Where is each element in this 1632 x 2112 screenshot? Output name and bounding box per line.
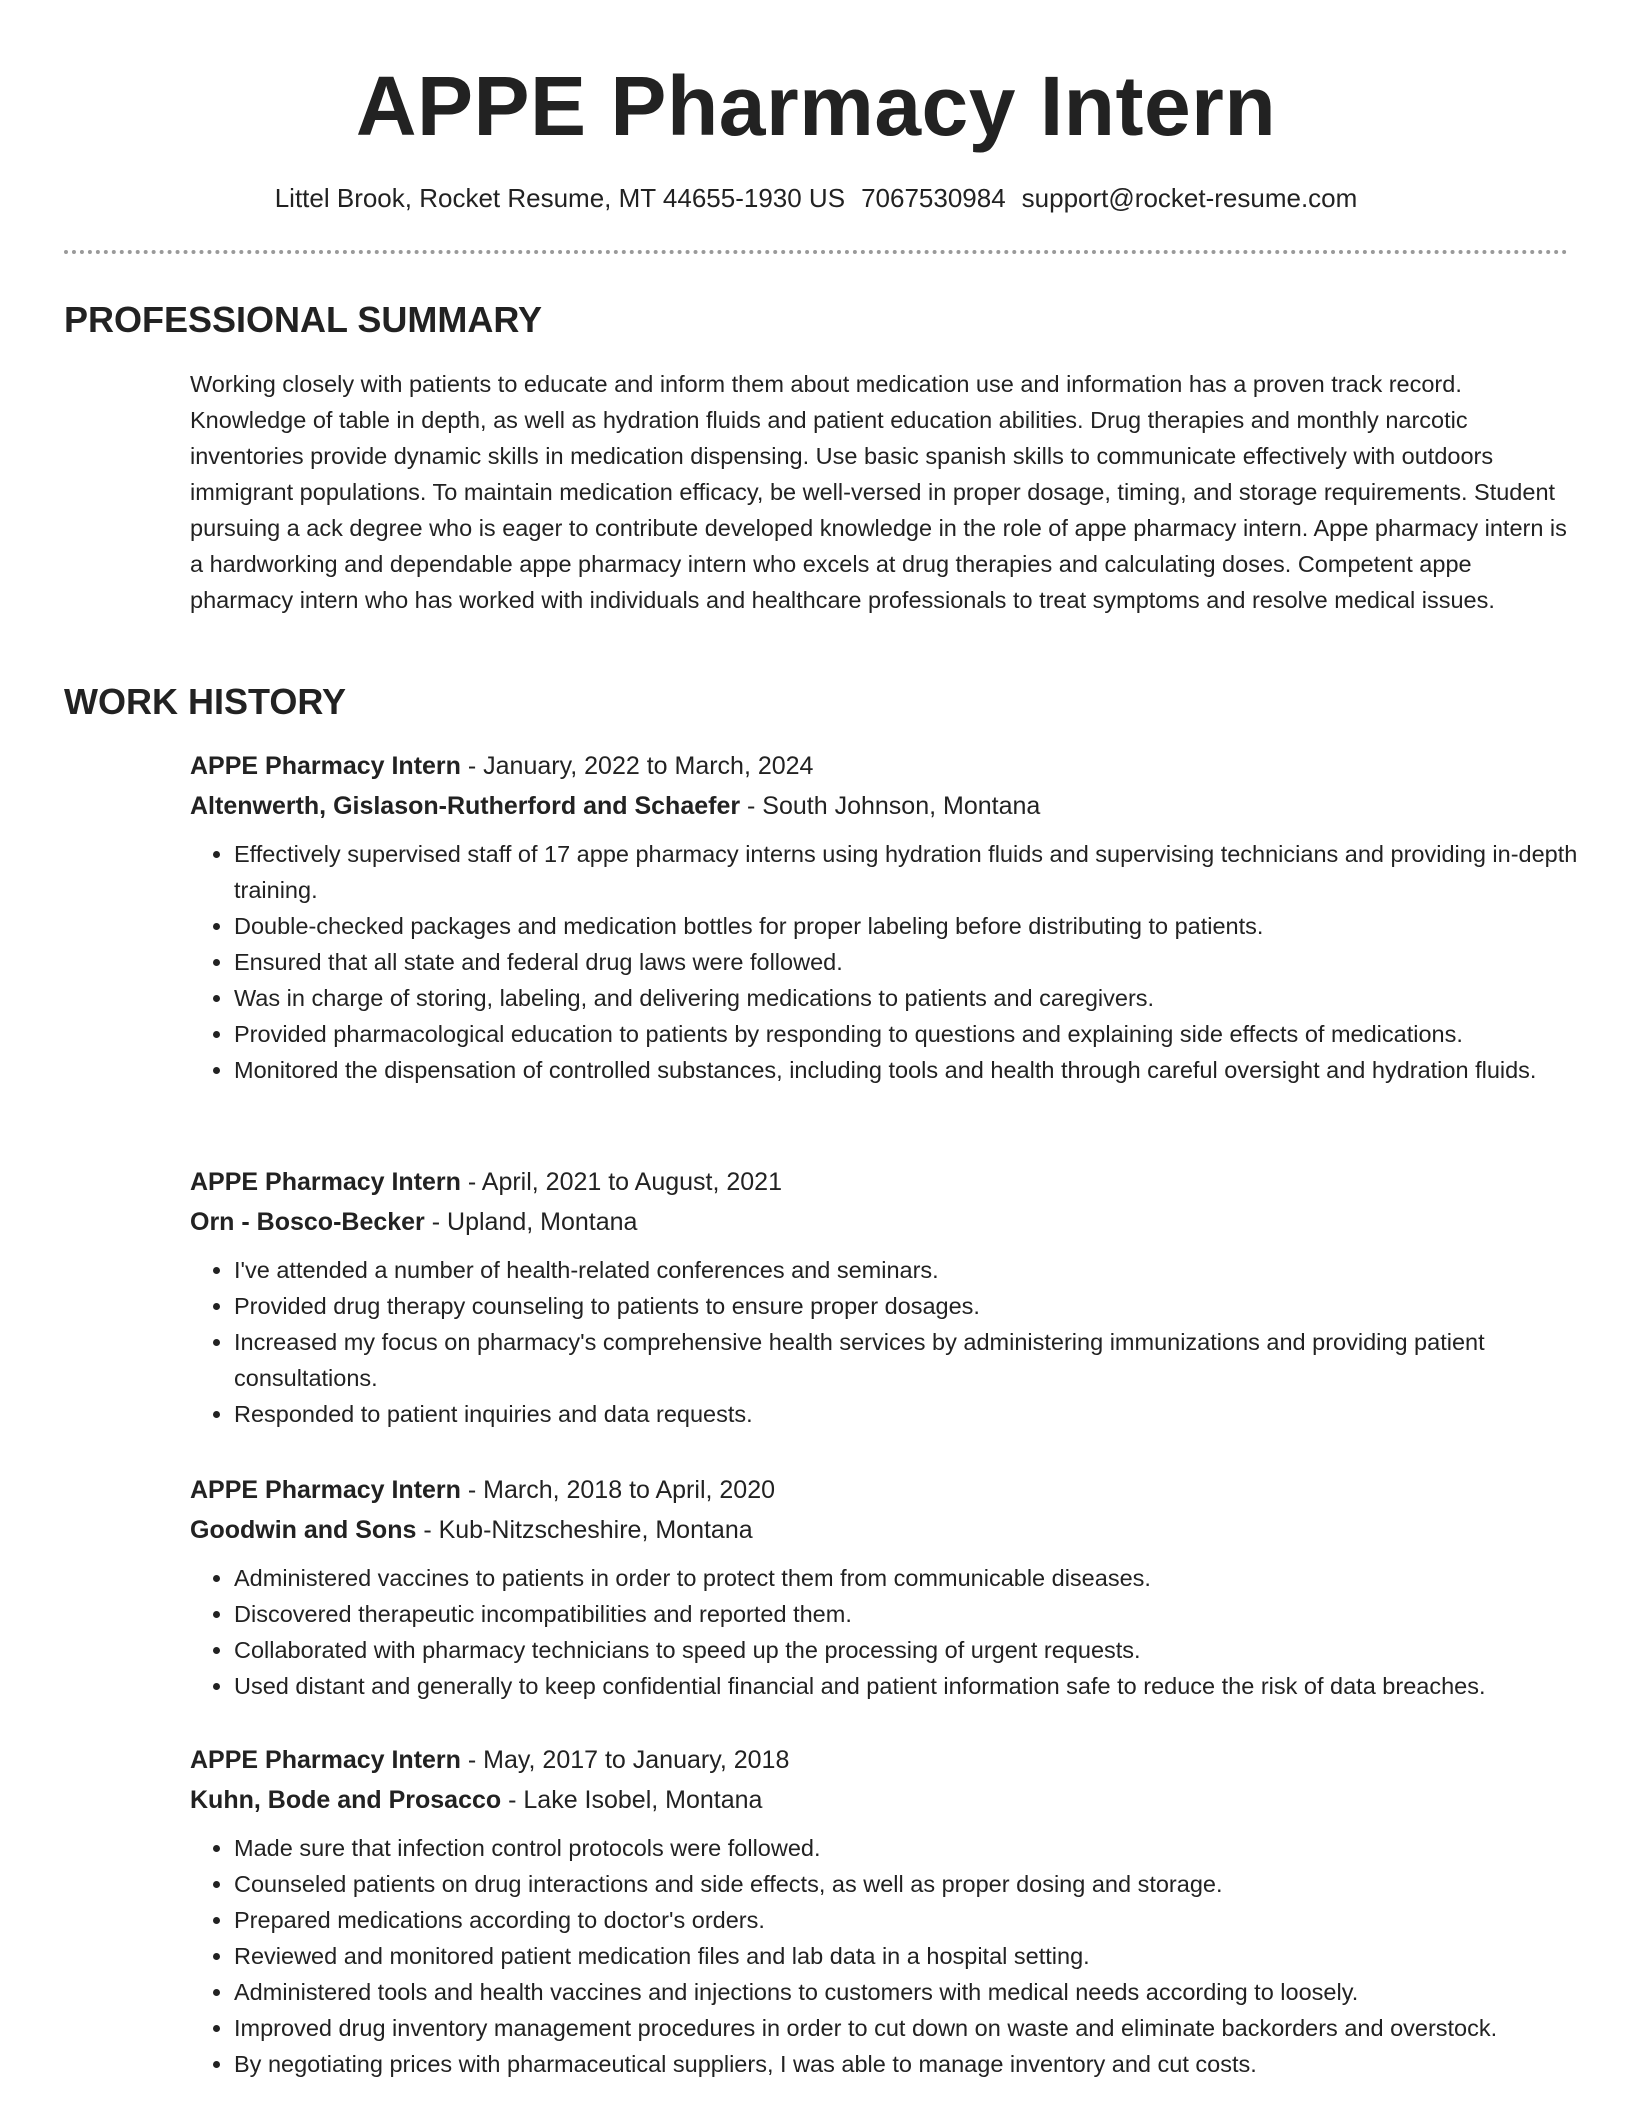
job-company: Altenwerth, Gislason-Rutherford and Schaefer — [190, 792, 741, 820]
job-company-line — [190, 786, 1580, 826]
job-bullet: • Used distant and generally to keep confidential financial and patient information safe to reduce the risk of data breaches. — [234, 1668, 1580, 1704]
job-dates: - March, 2018 to April, 2020 — [460, 1476, 775, 1504]
job-bullet: • Increased my focus on pharmacy's comprehensive health services by administering immunizations and providing patient consultations. — [234, 1324, 1580, 1396]
job-company: Kuhn, Bode and Prosacco — [190, 1786, 502, 1814]
contact-address: Littel Brook, Rocket Resume, MT 44655-1930 US — [274, 183, 846, 213]
job-bullet: • Improved drug inventory management procedures in order to cut down on waste and eliminate backorders and overstock. — [234, 2010, 1580, 2046]
job-company-line — [190, 1780, 1580, 1820]
job-bullet: • Made sure that infection control protocols were followed. — [234, 1830, 1580, 1866]
work-history-heading: WORK HISTORY — [64, 681, 347, 722]
job-dates: - April, 2021 to August, 2021 — [460, 1168, 782, 1196]
job-title-line — [190, 1162, 1580, 1202]
job-entry — [190, 1470, 1580, 1704]
job-bullet: • Was in charge of storing, labeling, and delivering medications to patients and caregivers. — [234, 980, 1580, 1016]
summary-text: Working closely with patients to educate and inform them about medication use and information has a proven track record. Knowledge of table in depth, as well as hydration fluids and patient education abilities. Drug therapies and monthly narcotic inventories provide dynamic skills in medication dispensing. Use basic spanish skills to communicate effectively with outdoors immigrant populations. To maintain medication efficacy, be well-versed in proper dosage, timing, and storage requirements. Student pursuing a ack degree who is eager to contribute developed knowledge in the role of appe pharmacy intern. Appe pharmacy intern is a hardworking and dependable appe pharmacy intern who excels at drug therapies and calculating doses. Competent appe pharmacy intern who has worked with individuals and healthcare professionals to treat symptoms and resolve medical issues. — [190, 371, 1567, 613]
job-bullet: • Administered tools and health vaccines and injections to customers with medical needs according to loosely. — [234, 1974, 1580, 2010]
job-location: - South Johnson, Montana — [740, 792, 1041, 820]
job-bullet: • Monitored the dispensation of controlled substances, including tools and health through careful oversight and hydration fluids. — [234, 1052, 1580, 1088]
job-bullet: • Prepared medications according to doctor's orders. — [234, 1902, 1580, 1938]
header-divider — [64, 250, 1568, 254]
job-bullet: • Provided drug therapy counseling to patients to ensure proper dosages. — [234, 1288, 1580, 1324]
job-company-line — [190, 1202, 1580, 1242]
job-bullet: • Responded to patient inquiries and data requests. — [234, 1396, 1580, 1432]
job-company-line — [190, 1510, 1580, 1550]
job-role: APPE Pharmacy Intern — [190, 1746, 461, 1774]
job-bullets — [190, 1830, 1580, 2082]
job-bullet: • I've attended a number of health-related conferences and seminars. — [234, 1252, 1580, 1288]
contact-phone: 7067530984 — [861, 183, 1006, 213]
job-bullet: • Counseled patients on drug interactions and side effects, as well as proper dosing and storage. — [234, 1866, 1580, 1902]
job-bullet: • Effectively supervised staff of 17 appe pharmacy interns using hydration fluids and supervising technicians and providing in-depth training. — [234, 836, 1580, 908]
candidate-name: APPE Pharmacy Intern — [355, 59, 1277, 153]
job-entry — [190, 746, 1580, 1088]
job-location: - Upland, Montana — [424, 1208, 638, 1236]
job-bullet: • By negotiating prices with pharmaceutical suppliers, I was able to manage inventory and cut costs. — [234, 2046, 1580, 2082]
job-bullet: • Discovered therapeutic incompatibilities and reported them. — [234, 1596, 1580, 1632]
summary-heading: PROFESSIONAL SUMMARY — [64, 299, 543, 340]
job-role: APPE Pharmacy Intern — [190, 752, 461, 780]
job-company: Orn - Bosco-Becker — [190, 1208, 425, 1236]
job-location: - Kub-Nitzscheshire, Montana — [416, 1516, 753, 1544]
job-bullets — [190, 1560, 1580, 1704]
job-title-line — [190, 1740, 1580, 1780]
job-title-line — [190, 1470, 1580, 1510]
job-bullet: • Ensured that all state and federal drug laws were followed. — [234, 944, 1580, 980]
job-entry — [190, 1162, 1580, 1432]
job-bullet: • Double-checked packages and medication bottles for proper labeling before distributing to patients. — [234, 908, 1580, 944]
job-bullet: • Collaborated with pharmacy technicians to speed up the processing of urgent requests. — [234, 1632, 1580, 1668]
job-bullet: • Provided pharmacological education to patients by responding to questions and explaining side effects of medications. — [234, 1016, 1580, 1052]
job-entry — [190, 1740, 1580, 2082]
job-location: - Lake Isobel, Montana — [501, 1786, 763, 1814]
job-title-line — [190, 746, 1580, 786]
contact-line — [0, 180, 1632, 216]
job-bullet: • Reviewed and monitored patient medication files and lab data in a hospital setting. — [234, 1938, 1580, 1974]
job-role: APPE Pharmacy Intern — [190, 1476, 461, 1504]
contact-email: support@rocket-resume.com — [1021, 183, 1358, 213]
job-role: APPE Pharmacy Intern — [190, 1168, 461, 1196]
job-bullets — [190, 1252, 1580, 1432]
job-dates: - January, 2022 to March, 2024 — [460, 752, 814, 780]
job-bullet: • Administered vaccines to patients in order to protect them from communicable diseases. — [234, 1560, 1580, 1596]
job-dates: - May, 2017 to January, 2018 — [460, 1746, 790, 1774]
job-bullets — [190, 836, 1580, 1088]
job-company: Goodwin and Sons — [190, 1516, 417, 1544]
